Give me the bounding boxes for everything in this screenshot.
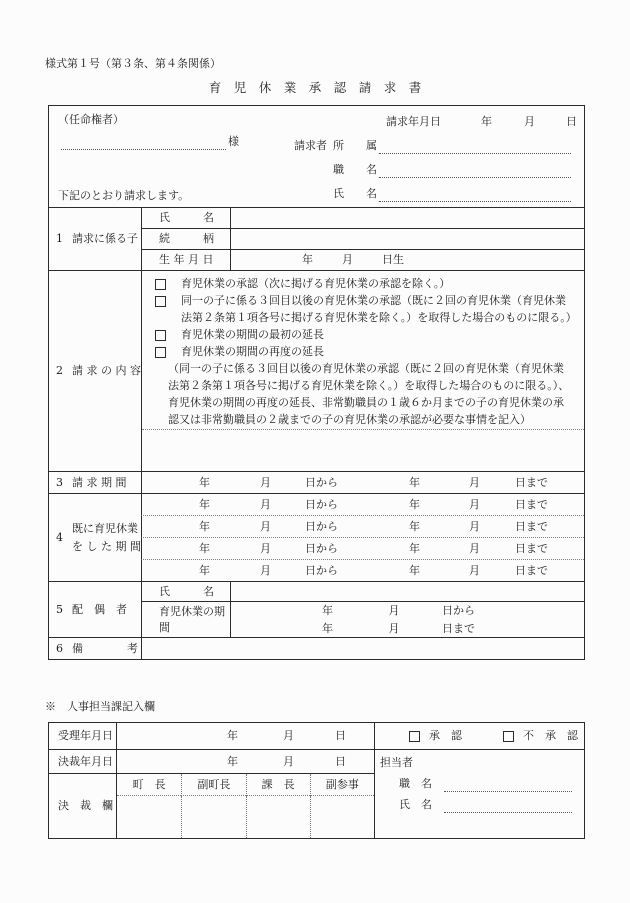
- checkbox-icon[interactable]: [155, 347, 166, 358]
- day-from-label: 日から: [305, 475, 338, 489]
- day-to-label: 日まで: [515, 541, 548, 555]
- staff-name-row: [399, 797, 572, 813]
- form-number: 様式第１号（第３条、第４条関係）: [45, 57, 221, 70]
- month-label: 月: [283, 729, 294, 743]
- year-label: 年: [227, 729, 238, 743]
- year-label: 年: [409, 541, 420, 555]
- staff-cell: [374, 749, 584, 838]
- previous-period-field-1[interactable]: [141, 493, 584, 515]
- row2-label-cell: [49, 270, 141, 471]
- option-third-leave-approval: [142, 292, 584, 326]
- approval-signature-grid: [116, 773, 374, 838]
- option-first-extension: [142, 326, 584, 343]
- child-name-field[interactable]: [230, 208, 584, 228]
- day-born-label: 日生: [382, 253, 404, 267]
- disapprove-checkbox-icon[interactable]: [503, 731, 514, 742]
- requester-label: 請求者: [294, 139, 327, 152]
- month-label: 月: [469, 519, 480, 533]
- month-label: 月: [469, 541, 480, 555]
- row2-label: 請 求 の 内 容: [72, 364, 141, 378]
- option-label: 育児休業の承認（次に掲げる育児休業の承認を除く。）: [181, 277, 451, 290]
- day-label: 日: [566, 115, 577, 128]
- day-to-label: 日まで: [442, 621, 475, 635]
- row4-label-cell: [49, 493, 141, 581]
- child-relation-label: 続 柄: [141, 228, 230, 249]
- position-field[interactable]: [379, 163, 571, 178]
- month-label: 月: [469, 563, 480, 577]
- staff-position-row: [399, 776, 572, 792]
- day-from-label: 日から: [305, 563, 338, 577]
- name-row: [333, 186, 571, 202]
- row1-label: 請求に係る子: [72, 232, 138, 246]
- request-content-note: （同一の子に係る３回目以後の育児休業の承認（既に２回の育児休業（育児休業法第２条第１項各号に掲げる育児休業を除く。）を取得した場合のものに限る。）、育児休業の期間の再度の延長、非常勤職員の１歳６か月までの子の育児休業の承認又は非常勤職員の２歳までの子の育児休業の承認が必要な事情を記入）: [168, 362, 570, 426]
- day-from-label: 日から: [305, 519, 338, 533]
- approve-label: 承 認: [429, 729, 462, 743]
- spouse-period-field[interactable]: [230, 601, 584, 637]
- day-from-label: 日から: [305, 541, 338, 555]
- year-label: 年: [302, 253, 313, 267]
- option-label: 同一の子に係る３回目以後の育児休業の承認（既に２回の育児休業（育児休業法第２条第１項各号に掲げる育児休業を除く。）を取得した場合のものに限る。）: [181, 294, 577, 324]
- day-to-label: 日まで: [515, 519, 548, 533]
- checkbox-icon[interactable]: [155, 296, 166, 307]
- day-label: 日: [335, 729, 346, 743]
- staff-name-field[interactable]: [444, 799, 572, 813]
- name-label: 氏 名: [333, 187, 377, 200]
- staff-position-label: 職 名: [399, 776, 432, 790]
- year-label: 年: [199, 563, 210, 577]
- spouse-period-label: 育児休業の期間: [141, 601, 230, 637]
- year-label: 年: [199, 475, 210, 489]
- day-to-label: 日まで: [515, 563, 548, 577]
- month-label: 月: [524, 115, 535, 128]
- signature-field-deputy-counselor[interactable]: [310, 796, 374, 838]
- affiliation-row: [333, 138, 571, 154]
- spouse-name-field[interactable]: [230, 581, 584, 601]
- request-content-cell: [141, 270, 584, 471]
- day-from-label: 日から: [305, 497, 338, 511]
- spouse-name-label: 氏 名: [141, 581, 230, 601]
- approver-mayor-label: 町 長: [117, 774, 181, 796]
- decision-date-field[interactable]: [116, 749, 374, 773]
- child-birthdate-label: 生 年 月 日: [141, 249, 230, 270]
- admin-section-label: ※ 人事担当課記入欄: [45, 700, 155, 713]
- row3-label: 請 求 期 間: [72, 475, 127, 489]
- reason-field[interactable]: [142, 430, 584, 471]
- day-to-label: 日まで: [515, 475, 548, 489]
- option-second-extension: [142, 343, 584, 360]
- child-name-label: 氏 名: [141, 208, 230, 228]
- request-date-row: [386, 114, 577, 130]
- affiliation-field[interactable]: [379, 139, 571, 154]
- approval-decision-cell: [374, 723, 584, 749]
- row6-label: 備 考: [72, 641, 138, 655]
- form-header: [49, 106, 584, 208]
- request-form-box: [48, 105, 585, 660]
- month-label: 月: [342, 253, 353, 267]
- checkbox-icon[interactable]: [155, 330, 166, 341]
- signature-field-mayor[interactable]: [117, 796, 181, 838]
- year-label: 年: [199, 519, 210, 533]
- row1-number: 1: [56, 232, 63, 246]
- admin-table: [48, 722, 585, 839]
- approval-column-label: 決 裁 欄: [49, 773, 116, 838]
- day-to-label: 日まで: [515, 497, 548, 511]
- year-label: 年: [409, 497, 420, 511]
- affiliation-label: 所 属: [333, 139, 377, 152]
- month-label: 月: [388, 604, 400, 618]
- year-label: 年: [199, 497, 210, 511]
- staff-label: 担当者: [380, 756, 413, 769]
- signature-field-section-chief[interactable]: [246, 796, 310, 838]
- position-label: 職 名: [333, 163, 377, 176]
- day-from-label: 日から: [442, 604, 475, 618]
- month-label: 月: [260, 497, 271, 511]
- request-table: [49, 208, 584, 659]
- month-label: 月: [260, 519, 271, 533]
- name-field[interactable]: [379, 187, 571, 202]
- remarks-field[interactable]: [141, 637, 584, 659]
- request-date-label: 請求年月日: [386, 115, 441, 128]
- approver-deputy-counselor-label: 副参事: [310, 774, 374, 796]
- month-label: 月: [469, 475, 480, 489]
- addressee-row: [61, 134, 239, 150]
- addressee-field[interactable]: [61, 134, 226, 150]
- staff-position-field[interactable]: [444, 778, 572, 792]
- row3-label-cell: [49, 471, 141, 493]
- approver-deputy-mayor-label: 副町長: [181, 774, 245, 796]
- year-label: 年: [409, 563, 420, 577]
- child-relation-field[interactable]: [230, 228, 584, 249]
- row1-label-cell: [49, 208, 141, 270]
- signature-field-deputy-mayor[interactable]: [181, 796, 245, 838]
- option-label: 育児休業の期間の最初の延長: [181, 328, 324, 341]
- year-label: 年: [481, 115, 492, 128]
- checkbox-icon[interactable]: [155, 279, 166, 290]
- month-label: 月: [260, 563, 271, 577]
- option-leave-approval: [142, 275, 584, 292]
- row4-label-line1: 既に育児休業: [72, 522, 138, 536]
- previous-period-field-3[interactable]: [141, 537, 584, 559]
- year-label: 年: [322, 621, 333, 635]
- month-label: 月: [283, 754, 294, 768]
- previous-period-field-4[interactable]: [141, 559, 584, 581]
- row5-label: 配 偶 者: [72, 602, 127, 616]
- row2-number: 2: [56, 364, 63, 378]
- received-date-label: 受理年月日: [58, 729, 113, 743]
- month-label: 月: [260, 541, 271, 555]
- staff-name-label: 氏 名: [399, 797, 432, 811]
- option-label: 育児休業の期間の再度の延長: [181, 345, 324, 358]
- decision-date-label: 決裁年月日: [49, 749, 116, 773]
- position-row: [333, 162, 571, 178]
- month-label: 月: [469, 497, 480, 511]
- received-date-field[interactable]: [116, 723, 374, 749]
- appointing-authority-label: （任命権者）: [58, 113, 124, 126]
- row4-label-line2: を し た 期 間: [72, 539, 141, 553]
- row4-number: 4: [56, 530, 63, 544]
- approve-checkbox-icon[interactable]: [409, 731, 420, 742]
- previous-period-field-2[interactable]: [141, 515, 584, 537]
- page-title: 育 児 休 業 承 認 請 求 書: [208, 80, 422, 95]
- month-label: 月: [388, 621, 400, 635]
- declaration-text: 下記のとおり請求します。: [58, 189, 190, 202]
- year-label: 年: [227, 754, 238, 768]
- approver-section-chief-label: 課 長: [246, 774, 310, 796]
- day-label: 日: [335, 754, 346, 768]
- year-label: 年: [199, 541, 210, 555]
- year-label: 年: [409, 475, 420, 489]
- month-label: 月: [260, 475, 271, 489]
- year-label: 年: [322, 604, 333, 618]
- disapprove-label: 不 承 認: [523, 729, 578, 743]
- row5-label-cell: [49, 581, 141, 637]
- row5-number: 5: [56, 602, 63, 616]
- row6-label-cell: [49, 637, 141, 659]
- row3-number: 3: [56, 475, 63, 489]
- honorific-label: 様: [228, 135, 239, 149]
- child-birthdate-field[interactable]: [230, 249, 584, 270]
- row6-number: 6: [56, 641, 63, 655]
- year-label: 年: [409, 519, 420, 533]
- requested-period-field[interactable]: [141, 471, 584, 493]
